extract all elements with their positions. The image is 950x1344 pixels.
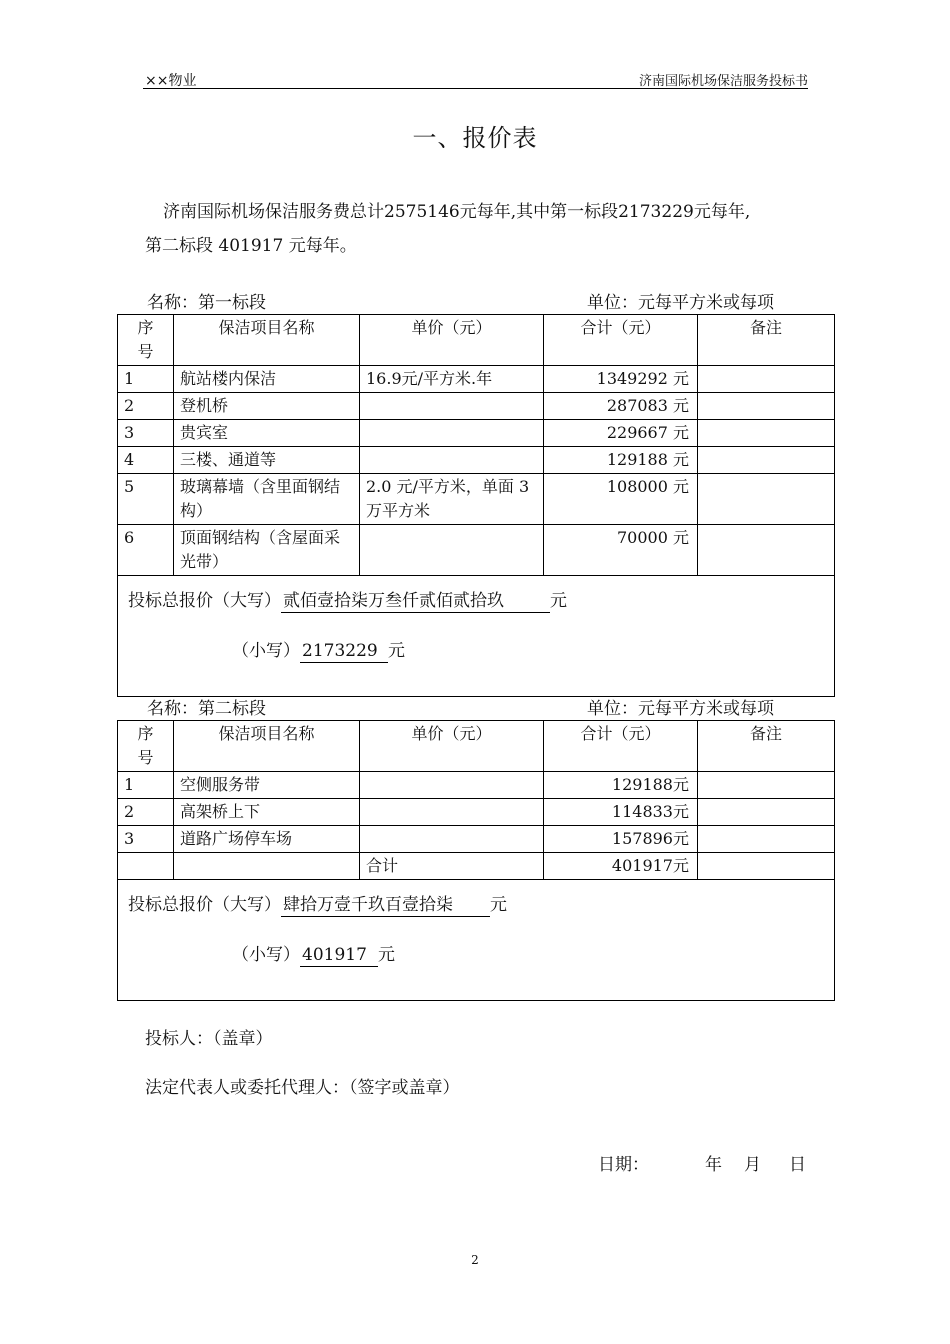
intro-line-1: 济南国际机场保洁服务费总计2575146元每年,其中第一标段2173229元每年, [163, 202, 751, 222]
row-price [360, 525, 544, 576]
row-seq: 2 [118, 799, 174, 826]
col-item-header: 保洁项目名称 [174, 721, 360, 772]
row-total: 114833元 [544, 799, 698, 826]
table-row [118, 393, 835, 420]
row-total: 1349292 元 [544, 366, 698, 393]
row-seq [118, 853, 174, 880]
table-row [118, 826, 835, 853]
col-item-header: 保洁项目名称 [174, 315, 360, 366]
row-note [698, 366, 835, 393]
total-big-line [128, 584, 826, 634]
row-price [360, 420, 544, 447]
date-year: 年 [705, 1155, 722, 1175]
row-price [360, 393, 544, 420]
header-divider [143, 88, 808, 89]
total-small-value: 2173229 [300, 640, 388, 663]
col-note-header: 备注 [698, 721, 835, 772]
row-item: 登机桥 [174, 393, 360, 420]
col-seq-header [118, 315, 174, 366]
row-seq: 3 [118, 420, 174, 447]
table-row [118, 474, 835, 525]
col-note-header: 备注 [698, 315, 835, 366]
table-row [118, 772, 835, 799]
row-item: 道路广场停车场 [174, 826, 360, 853]
row-item: 玻璃幕墙（含里面钢结构） [174, 474, 360, 525]
date-day: 日 [789, 1155, 806, 1175]
row-seq: 1 [118, 366, 174, 393]
header-doc-title: 济南国际机场保洁服务投标书 [638, 74, 808, 89]
yuan-label: 元 [388, 641, 405, 661]
date-month: 月 [744, 1155, 761, 1175]
table-row [118, 799, 835, 826]
date-line [598, 1150, 806, 1175]
total-big-line [128, 888, 826, 938]
row-seq: 1 [118, 772, 174, 799]
section2-table [117, 720, 835, 1001]
yuan-label: 元 [490, 895, 507, 915]
section1-table [117, 314, 835, 697]
page-number: 2 [471, 1253, 479, 1267]
total-big-value: 贰佰壹拾柒万叁仟贰佰贰拾玖 [281, 590, 550, 613]
total-cell [118, 880, 835, 1001]
row-price [360, 826, 544, 853]
row-note [698, 393, 835, 420]
row-item: 高架桥上下 [174, 799, 360, 826]
row-note [698, 772, 835, 799]
yuan-label: 元 [378, 945, 395, 965]
row-total: 129188 元 [544, 447, 698, 474]
col-price-header: 单价（元） [360, 721, 544, 772]
row-price: 2.0 元/平方米，单面 3 万平方米 [360, 474, 544, 525]
total-big-label: 投标总报价（大写） [128, 895, 281, 915]
row-seq: 6 [118, 525, 174, 576]
representative-line: 法定代表人或委托代理人：（签字或盖章） [145, 1078, 460, 1098]
intro-paragraph [145, 195, 825, 263]
section2-name: 名称：第二标段 [147, 699, 266, 719]
table-header-row [118, 315, 835, 366]
col-seq-bottom: 号 [137, 342, 154, 361]
table-row [118, 366, 835, 393]
col-seq-top: 序 [137, 318, 154, 337]
row-note [698, 420, 835, 447]
row-seq: 5 [118, 474, 174, 525]
row-note [698, 525, 835, 576]
col-seq-bottom: 号 [137, 748, 154, 767]
total-small-label: （小写） [232, 945, 300, 965]
table-header-row [118, 721, 835, 772]
row-total: 401917元 [544, 853, 698, 880]
row-note [698, 799, 835, 826]
row-item: 三楼、通道等 [174, 447, 360, 474]
row-price [360, 772, 544, 799]
col-seq-top: 序 [137, 724, 154, 743]
col-price-header: 单价（元） [360, 315, 544, 366]
row-item: 航站楼内保洁 [174, 366, 360, 393]
row-price [360, 447, 544, 474]
row-note [698, 474, 835, 525]
page-title: 一、报价表 [412, 124, 538, 152]
col-seq-header [118, 721, 174, 772]
row-note [698, 853, 835, 880]
total-big-value: 肆拾万壹千玖百壹拾柒 [281, 894, 490, 917]
total-small-line [128, 634, 826, 684]
total-row [118, 576, 835, 697]
yuan-label: 元 [550, 591, 567, 611]
row-seq: 2 [118, 393, 174, 420]
date-label: 日期： [598, 1155, 649, 1175]
intro-line-2: 第二标段 401917 元每年。 [145, 236, 357, 256]
bidder-line: 投标人：（盖章） [145, 1029, 273, 1049]
total-small-value: 401917 [300, 944, 378, 967]
table-row [118, 420, 835, 447]
header-company: ××物业 [145, 73, 197, 89]
section2-unit: 单位：元每平方米或每项 [587, 699, 774, 719]
row-price: 16.9元/平方米.年 [360, 366, 544, 393]
row-seq: 4 [118, 447, 174, 474]
col-total-header: 合计（元） [544, 721, 698, 772]
row-seq: 3 [118, 826, 174, 853]
total-big-label: 投标总报价（大写） [128, 591, 281, 611]
table-row [118, 447, 835, 474]
row-price [360, 799, 544, 826]
row-total: 129188元 [544, 772, 698, 799]
table-row [118, 853, 835, 880]
row-note [698, 826, 835, 853]
col-total-header: 合计（元） [544, 315, 698, 366]
row-item: 空侧服务带 [174, 772, 360, 799]
row-total: 157896元 [544, 826, 698, 853]
row-total: 108000 元 [544, 474, 698, 525]
section1-unit: 单位：元每平方米或每项 [587, 293, 774, 313]
section1-name: 名称：第一标段 [147, 293, 266, 313]
row-note [698, 447, 835, 474]
row-item: 贵宾室 [174, 420, 360, 447]
row-total: 229667 元 [544, 420, 698, 447]
total-small-label: （小写） [232, 641, 300, 661]
total-row [118, 880, 835, 1001]
row-item [174, 853, 360, 880]
row-price: 合计 [360, 853, 544, 880]
row-total: 70000 元 [544, 525, 698, 576]
table-row [118, 525, 835, 576]
row-item: 顶面钢结构（含屋面采光带） [174, 525, 360, 576]
row-total: 287083 元 [544, 393, 698, 420]
total-small-line [128, 938, 826, 988]
total-cell [118, 576, 835, 697]
